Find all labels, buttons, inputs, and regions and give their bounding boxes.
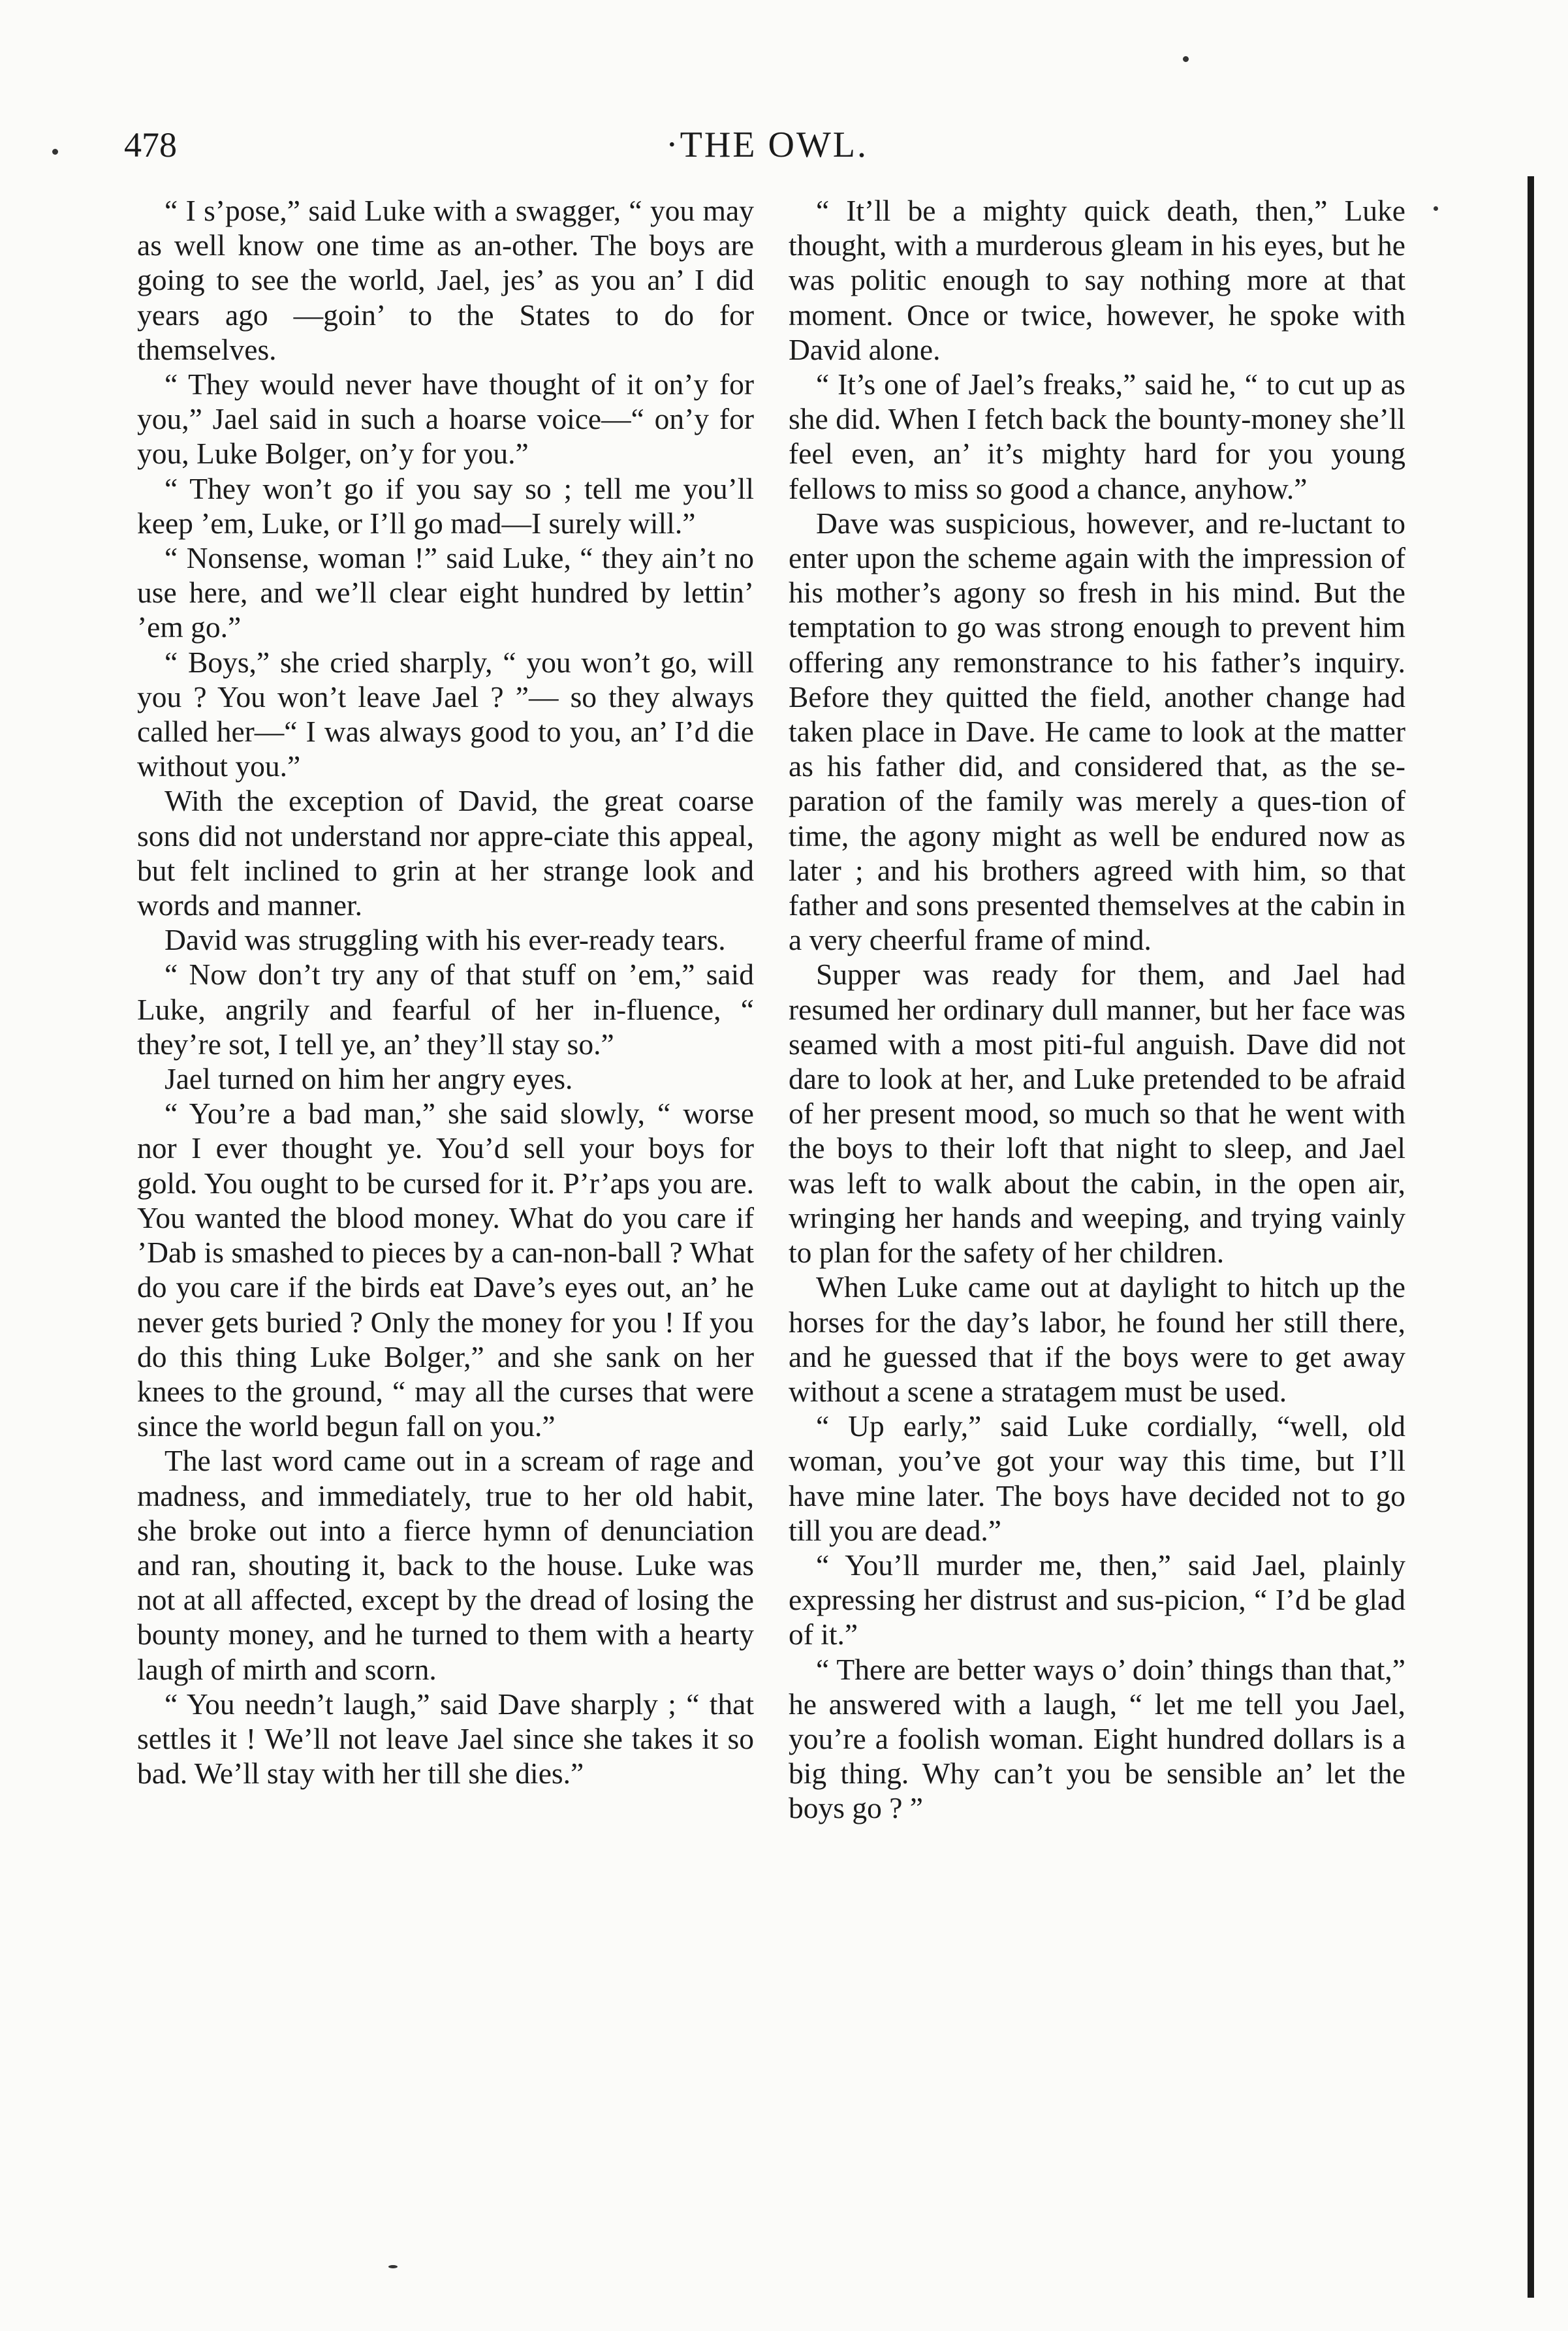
left-column: [137, 193, 754, 1791]
paragraph: Dave was suspicious, however, and re-luctant to enter upon the scheme again with the impression of his mother’s agony so fresh in his mind. But the temptation to go was strong enough to prevent him offering any remonstrance to his father’s inquiry. Before they quitted the field, another change had taken place in Dave. He came to look at the matter as his father did, and considered that, as the se-paration of the family was merely a ques-tion of time, the agony might as well be endured now as later ; and his brothers agreed with him, so that father and sons presented themselves at the cabin in a very cheerful frame of mind.: [789, 506, 1405, 957]
scan-speck: [388, 2265, 398, 2268]
paragraph: “ They would never have thought of it on’y for you,” Jael said in such a hoarse voice—“ on’y for you, Luke Bolger, on’y for you.”: [137, 368, 754, 471]
paragraph: “ Now don’t try any of that stuff on ’em,” said Luke, angrily and fearful of her in-fluence, “ they’re sot, I tell ye, an’ they’ll stay so.”: [137, 958, 754, 1061]
paragraph: “ Up early,” said Luke cordially, “well, old woman, you’ve got your way this time, but I’ll have mine later. The boys have decided not to go till you are dead.”: [789, 1409, 1405, 1547]
paragraph: “ They won’t go if you say so ; tell me you’ll keep ’em, Luke, or I’ll go mad—I surely will.”: [137, 471, 754, 540]
paragraph: “ You’ll murder me, then,” said Jael, plainly expressing her distrust and sus-picion, “ I’d be glad of it.”: [789, 1548, 1405, 1651]
paragraph: “ You’re a bad man,” she said slowly, “ worse nor I ever thought ye. You’d sell your boys for gold. You ought to be cursed for it. P’r’aps you are. You wanted the blood money. What do you care if ’Dab is smashed to pieces by a can-non-ball ? What do you care if the birds eat Dave’s eyes out, an’ he never gets buried ? Only the money for you ! If you do this thing Luke Bolger,” and she sank on her knees to the ground, “ may all the curses that were since the world begun fall on you.”: [137, 1097, 754, 1443]
paragraph: David was struggling with his ever-ready tears.: [165, 923, 726, 957]
scan-speck: [1183, 56, 1189, 62]
paragraph: “ It’s one of Jael’s freaks,” said he, “ to cut up as she did. When I fetch back the bounty-money she’ll feel even, an’ it’s mighty hard for you young fellows to miss so good a chance, anyhow.”: [789, 368, 1405, 505]
paragraph: With the exception of David, the great coarse sons did not understand nor appre-ciate this appeal, but felt inclined to grin at her strange look and words and manner.: [137, 784, 754, 922]
paragraph: When Luke came out at daylight to hitch up the horses for the day’s labor, he found her still there, and he guessed that if the boys were to get away without a scene a stratagem must be used.: [789, 1270, 1405, 1408]
right-column: [789, 193, 1405, 1826]
scan-speck: [52, 149, 58, 155]
scan-edge-rule: [1528, 176, 1534, 2298]
paragraph: “ There are better ways o’ doin’ things than that,” he answered with a laugh, “ let me tell you Jael, you’re a foolish woman. Eight hundred dollars is a big thing. Why can’t you be sensible an’ let the boys go ? ”: [789, 1652, 1405, 1825]
paragraph: “ You needn’t laugh,” said Dave sharply ; “ that settles it ! We’ll not leave Jael since she takes it so bad. We’ll stay with her till she dies.”: [137, 1687, 754, 1791]
page-header: [124, 119, 1430, 171]
running-title: ·THE OWL.: [666, 125, 869, 165]
page-number: 478: [124, 125, 177, 164]
paragraph: “ It’ll be a mighty quick death, then,” Luke thought, with a murderous gleam in his eyes, but he was politic enough to say nothing more at that moment. Once or twice, however, he spoke with David alone.: [789, 194, 1405, 366]
paragraph: “ Boys,” she cried sharply, “ you won’t go, will you ? You won’t leave Jael ? ”— so they always called her—“ I was always good to you, an’ I’d die without you.”: [137, 645, 754, 783]
paragraph: “ Nonsense, woman !” said Luke, “ they ain’t no use here, and we’ll clear eight hundred by lettin’ ’em go.”: [137, 541, 754, 644]
paragraph: Supper was ready for them, and Jael had resumed her ordinary dull manner, but her face was seamed with a most piti-ful anguish. Dave did not dare to look at her, and Luke pretended to be afraid of her present mood, so much so that he went with the boys to their loft that night to sleep, and Jael was left to walk about the cabin, in the open air, wringing her hands and weeping, and trying vainly to plan for the safety of her children.: [789, 958, 1405, 1270]
paragraph: Jael turned on him her angry eyes.: [165, 1062, 573, 1096]
paragraph: The last word came out in a scream of rage and madness, and immediately, true to her old habit, she broke out into a fierce hymn of denunciation and ran, shouting it, back to the house. Luke was not at all affected, except by the dread of losing the bounty money, and he turned to them with a hearty laugh of mirth and scorn.: [137, 1444, 754, 1686]
paragraph: “ I s’pose,” said Luke with a swagger, “ you may as well know one time as an-other. The boys are going to see the world, Jael, jes’ as you an’ I did years ago —goin’ to the States to do for themselves.: [137, 194, 754, 366]
scan-speck: [1434, 206, 1438, 211]
